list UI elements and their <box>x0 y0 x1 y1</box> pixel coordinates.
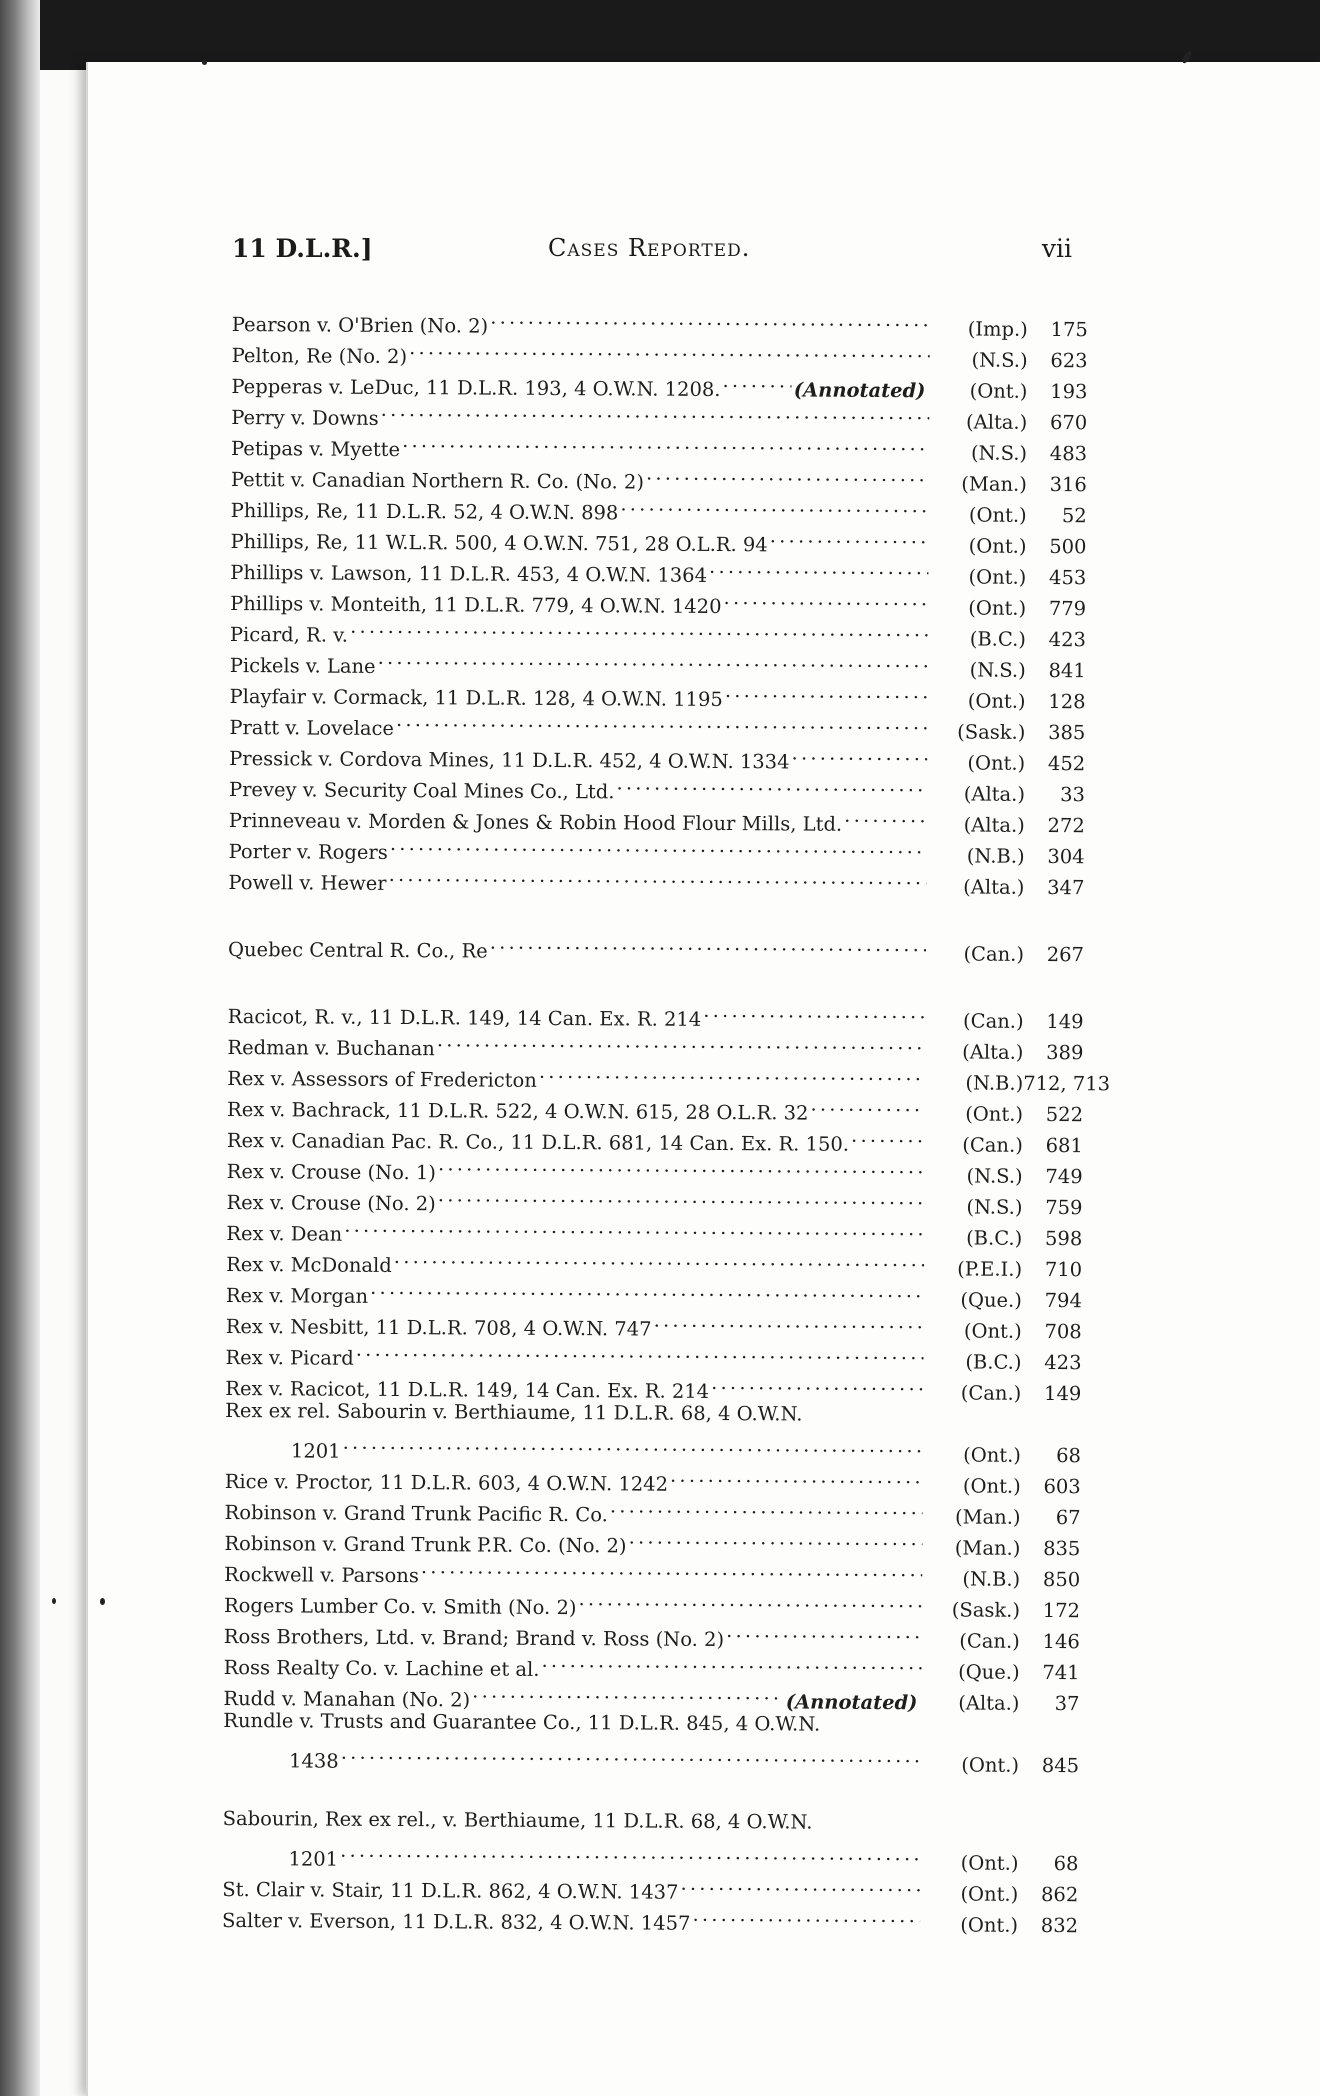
case-name: Rex v. Bachrack, 11 D.L.R. 522, 4 O.W.N. 615, 28 O.L.R. 32 <box>226 1097 809 1125</box>
page-reference: 741 <box>1042 1660 1080 1685</box>
dot-leader <box>437 1024 926 1058</box>
dot-leader <box>490 302 930 336</box>
dot-leader <box>370 1272 924 1306</box>
court-abbreviation: (Can.) <box>963 1009 1024 1033</box>
court-abbreviation: (Alta.) <box>962 1040 1024 1064</box>
court-abbreviation: (Ont.) <box>968 534 1027 558</box>
case-name: Playfair v. Cormack, 11 D.L.R. 128, 4 O.W.N. 1195 <box>229 684 723 712</box>
case-name: Pearson v. O'Brien (No. 2) <box>231 312 489 338</box>
dot-leader <box>344 1210 924 1245</box>
court-abbreviation: (Can.) <box>960 1381 1022 1405</box>
dot-leader <box>396 704 928 738</box>
court-abbreviation: (N.S.) <box>966 1164 1023 1188</box>
court-abbreviation: (N.S.) <box>966 1195 1023 1219</box>
dot-leader <box>421 1551 923 1585</box>
page-reference: 452 <box>1047 751 1086 776</box>
page-reference: 175 <box>1050 318 1088 342</box>
page-reference: 850 <box>1042 1567 1081 1592</box>
dot-leader <box>610 1490 923 1523</box>
page-reference: 172 <box>1042 1598 1081 1623</box>
page-reference: 149 <box>1046 1009 1084 1034</box>
dot-leader <box>616 767 927 800</box>
dot-leader <box>692 1899 920 1931</box>
page-reference: 67 <box>1055 1506 1081 1530</box>
dot-leader <box>844 800 927 832</box>
court-abbreviation: (P.E.I.) <box>957 1257 1023 1281</box>
dot-leader <box>389 859 927 893</box>
dot-leader <box>770 520 929 552</box>
court-abbreviation: (N.B.) <box>965 1071 1024 1095</box>
court-abbreviation: (Ont.) <box>962 1474 1021 1498</box>
dot-leader <box>438 1148 925 1182</box>
page-reference: 385 <box>1048 720 1086 745</box>
case-name-continuation: 1438 <box>289 1749 339 1773</box>
case-name: Phillips, Re, 11 D.L.R. 52, 4 O.W.N. 898 <box>230 498 619 525</box>
annotation-note: (Annotated) <box>793 378 926 403</box>
dot-leader <box>791 737 927 769</box>
dot-leader <box>438 1179 925 1213</box>
page-reference: 603 <box>1043 1474 1081 1499</box>
court-abbreviation: (Alta.) <box>965 410 1028 434</box>
case-name: Robinson v. Grand Trunk Pacific R. Co. <box>224 1500 608 1527</box>
case-name: Pickels v. Lane <box>229 653 376 678</box>
dot-leader <box>539 1056 926 1089</box>
court-abbreviation: (Man.) <box>954 1536 1021 1560</box>
dot-leader <box>378 642 928 676</box>
page-reference: 193 <box>1050 380 1088 404</box>
page-title: Cases Reported. <box>548 234 751 262</box>
case-entry <box>227 992 1084 1034</box>
case-name-continuation: 1201 <box>290 1439 341 1463</box>
dot-leader <box>724 582 929 614</box>
court-abbreviation: (Ont.) <box>961 1753 1020 1777</box>
page-reference: 522 <box>1045 1102 1084 1127</box>
court-abbreviation: (B.C.) <box>966 1226 1023 1250</box>
page-reference: 708 <box>1044 1319 1082 1344</box>
case-name-continuation: 1201 <box>288 1847 339 1871</box>
page-reference: 598 <box>1044 1226 1083 1251</box>
page-reference: 681 <box>1045 1133 1083 1158</box>
court-abbreviation: (N.S.) <box>970 441 1028 465</box>
dot-leader <box>851 1120 925 1151</box>
page-reference: 423 <box>1044 1350 1082 1375</box>
case-name: Perry v. Downs <box>231 405 379 430</box>
case-name: Rex v. Crouse (No. 2) <box>226 1190 436 1216</box>
page-reference: 623 <box>1050 349 1088 373</box>
dot-leader <box>472 1675 784 1708</box>
case-name: Phillips v. Monteith, 11 D.L.R. 779, 4 O.W.N. 1420 <box>230 591 722 618</box>
court-abbreviation: (N.S.) <box>971 348 1028 372</box>
case-name: Prinneveau v. Morden & Jones & Robin Hood Flour Mills, Ltd. <box>228 808 843 836</box>
case-name: Robinson v. Grand Trunk P.R. Co. (No. 2) <box>224 1531 627 1558</box>
case-name: Rex ex rel. Sabourin v. Berthiaume, 11 D.L.R. 68, 4 O.W.N. <box>225 1398 803 1426</box>
page-number: vii <box>1041 234 1072 263</box>
case-name: Powell v. Hewer <box>228 870 387 895</box>
ink-speck <box>100 1598 105 1605</box>
page-reference: 272 <box>1047 813 1085 838</box>
case-name: Rice v. Proctor, 11 D.L.R. 603, 4 O.W.N. 1242 <box>224 1469 669 1496</box>
dot-leader <box>381 394 930 428</box>
case-name: Rex v. Crouse (No. 1) <box>226 1159 437 1185</box>
dot-leader <box>409 332 930 366</box>
court-abbreviation: (Ont.) <box>965 1102 1024 1126</box>
court-abbreviation: (Sask.) <box>957 720 1026 744</box>
case-name: Ross Realty Co. v. Lachine et al. <box>223 1655 540 1681</box>
cases-reported-list <box>222 300 1111 1938</box>
court-abbreviation: (Man.) <box>961 472 1027 496</box>
case-name: Ross Brothers, Ltd. v. Brand; Brand v. Ross (No. 2) <box>223 1624 725 1652</box>
page-reference: 37 <box>1054 1692 1080 1716</box>
court-abbreviation: (Sask.) <box>951 1598 1021 1622</box>
case-name: Pepperas v. LeDuc, 11 D.L.R. 193, 4 O.W.N. 1208. <box>231 374 721 401</box>
case-name: Quebec Central R. Co., Re <box>227 937 488 963</box>
dot-leader <box>343 1427 924 1462</box>
court-abbreviation: (Alta.) <box>963 782 1026 806</box>
case-name: St. Clair v. Stair, 11 D.L.R. 862, 4 O.W.N. 1437 <box>222 1877 679 1904</box>
case-name: Rex v. Picard <box>225 1345 354 1370</box>
case-name: Pressick v. Cordova Mines, 11 D.L.R. 452, 4 O.W.N. 1334 <box>229 746 790 774</box>
case-name: Racicot, R. v., 11 D.L.R. 149, 14 Can. Ex. R. 214 <box>227 1004 702 1031</box>
court-abbreviation: (Que.) <box>960 1288 1022 1312</box>
court-abbreviation: (Ont.) <box>963 1319 1022 1343</box>
page-reference: 146 <box>1042 1629 1080 1654</box>
court-abbreviation: (Ont.) <box>960 1913 1019 1937</box>
case-entry <box>227 925 1085 967</box>
dot-leader <box>394 1241 924 1275</box>
case-name: Rundle v. Trusts and Guarantee Co., 11 D.L.R. 845, 4 O.W.N. <box>223 1708 821 1736</box>
case-name: Pelton, Re (No. 2) <box>231 343 408 369</box>
ink-speck <box>52 1598 56 1604</box>
case-name: Rogers Lumber Co. v. Smith (No. 2) <box>223 1593 577 1620</box>
court-abbreviation: (Can.) <box>963 942 1025 966</box>
dot-leader <box>620 488 929 521</box>
case-name: Phillips, Re, 11 W.L.R. 500, 4 O.W.N. 751, 28 O.L.R. 94 <box>230 529 768 557</box>
running-header <box>232 234 1072 274</box>
page-reference: 749 <box>1045 1164 1083 1189</box>
dot-leader <box>670 1460 923 1493</box>
court-abbreviation: (Alta.) <box>963 875 1025 899</box>
court-abbreviation: (Alta.) <box>963 813 1025 837</box>
dot-leader <box>646 458 929 491</box>
case-name: Rex v. Racicot, 11 D.L.R. 149, 14 Can. Ex. R. 214 <box>225 1376 710 1403</box>
dot-leader <box>350 611 928 646</box>
case-name: Rudd v. Manahan (No. 2) <box>223 1686 471 1712</box>
page-reference: 389 <box>1046 1040 1084 1065</box>
page-reference: 500 <box>1049 534 1087 559</box>
court-abbreviation: (Can.) <box>962 1133 1023 1157</box>
court-abbreviation: (Ont.) <box>963 1443 1022 1467</box>
court-abbreviation: (Ont.) <box>968 565 1027 589</box>
page-reference: 453 <box>1049 565 1087 590</box>
case-name: Redman v. Buchanan <box>227 1035 435 1061</box>
annotation-note: (Annotated) <box>785 1690 918 1715</box>
case-entry <box>231 300 1088 342</box>
court-abbreviation: (Imp.) <box>967 317 1028 341</box>
dot-leader <box>722 365 791 396</box>
case-name: Porter v. Rogers <box>228 839 388 864</box>
court-abbreviation: (Man.) <box>954 1505 1021 1529</box>
dot-leader <box>726 1615 922 1647</box>
dot-leader <box>703 995 926 1027</box>
dot-leader <box>711 1367 923 1399</box>
dot-leader <box>356 1334 924 1368</box>
court-abbreviation: (N.B.) <box>966 844 1025 868</box>
case-name: Rex v. Assessors of Fredericton <box>227 1066 537 1092</box>
case-entry <box>225 1426 1082 1468</box>
case-name: Rockwell v. Parsons <box>224 1562 419 1588</box>
dot-leader <box>390 828 927 862</box>
dot-leader <box>725 675 928 707</box>
book-spine-shadow <box>0 0 40 2096</box>
page-reference: 483 <box>1049 441 1088 466</box>
case-name: Rex v. Canadian Pac. R. Co., 11 D.L.R. 681, 14 Can. Ex. R. 150. <box>226 1128 850 1156</box>
case-name: Pratt v. Lovelace <box>229 715 395 740</box>
page-reference: 267 <box>1046 942 1085 967</box>
court-abbreviation: (Ont.) <box>960 1851 1019 1875</box>
case-entry <box>222 1834 1079 1876</box>
court-abbreviation: (N.B.) <box>962 1567 1021 1591</box>
court-abbreviation: (Can.) <box>959 1629 1020 1653</box>
case-name: Rex v. Dean <box>226 1221 343 1246</box>
case-name: Phillips v. Lawson, 11 D.L.R. 453, 4 O.W.N. 1364 <box>230 560 708 587</box>
page-reference: 835 <box>1043 1536 1081 1561</box>
dot-leader <box>654 1305 924 1338</box>
court-abbreviation: (Ont.) <box>968 596 1027 620</box>
page-reference: 304 <box>1047 844 1085 869</box>
page-reference: 347 <box>1047 875 1085 900</box>
page-reference: 862 <box>1040 1882 1079 1907</box>
case-name: Salter v. Everson, 11 D.L.R. 832, 4 O.W.N. 1457 <box>222 1908 691 1935</box>
page-reference: 759 <box>1045 1195 1083 1220</box>
page-reference: 670 <box>1049 410 1088 435</box>
case-name: Rex v. Nesbitt, 11 D.L.R. 708, 4 O.W.N. 747 <box>225 1314 652 1341</box>
dot-leader <box>341 1737 922 1772</box>
page-reference: 316 <box>1049 472 1087 497</box>
dot-leader <box>629 1521 923 1554</box>
page-reference: 845 <box>1041 1753 1080 1778</box>
scan-top-border <box>0 0 1320 70</box>
court-abbreviation: (Ont.) <box>960 1882 1019 1906</box>
dot-leader <box>709 551 928 583</box>
court-abbreviation: (Ont.) <box>967 751 1026 775</box>
dot-leader <box>810 1089 925 1121</box>
case-name: Pettit v. Canadian Northern R. Co. (No. 2) <box>230 467 645 494</box>
page-reference: 710 <box>1044 1257 1083 1282</box>
dot-leader <box>541 1645 921 1678</box>
case-name: Rex v. McDonald <box>226 1252 392 1277</box>
court-abbreviation: (Ont.) <box>968 503 1027 527</box>
case-name: Rex v. Morgan <box>225 1283 369 1308</box>
case-name: Prevey v. Security Coal Mines Co., Ltd. <box>228 777 615 804</box>
page-reference: 712, 713 <box>1023 1071 1111 1096</box>
case-name: Petipas v. Myette <box>231 436 401 462</box>
page-reference: 52 <box>1061 504 1087 528</box>
page-reference: 832 <box>1040 1913 1079 1938</box>
volume-label: 11 D.L.R.] <box>232 234 373 263</box>
page-reference: 68 <box>1056 1444 1082 1468</box>
dot-leader <box>578 1583 922 1616</box>
court-abbreviation: (Alta.) <box>958 1691 1020 1715</box>
dot-leader <box>402 425 929 459</box>
court-abbreviation: (B.C.) <box>969 627 1027 651</box>
court-abbreviation: (Que.) <box>958 1660 1020 1684</box>
page-reference: 794 <box>1044 1288 1082 1313</box>
court-abbreviation: (B.C.) <box>965 1350 1022 1374</box>
page-reference: 33 <box>1060 783 1086 807</box>
page-reference: 779 <box>1048 596 1087 621</box>
case-name: Picard, R. v. <box>229 622 349 647</box>
ink-speck <box>202 60 207 65</box>
court-abbreviation: (N.S.) <box>969 658 1026 682</box>
dot-leader <box>490 927 926 961</box>
dot-leader <box>680 1868 920 1900</box>
case-entry <box>223 1736 1080 1778</box>
case-name: Sabourin, Rex ex rel., v. Berthiaume, 11 D.L.R. 68, 4 O.W.N. <box>222 1806 813 1834</box>
page-reference: 423 <box>1048 627 1087 652</box>
dot-leader <box>340 1835 921 1870</box>
page-reference: 128 <box>1048 689 1086 714</box>
page-reference: 68 <box>1053 1852 1079 1876</box>
court-abbreviation: (Ont.) <box>969 379 1028 403</box>
page-reference: 149 <box>1044 1381 1082 1406</box>
page-reference: 841 <box>1048 658 1086 683</box>
court-abbreviation: (Ont.) <box>967 689 1026 713</box>
